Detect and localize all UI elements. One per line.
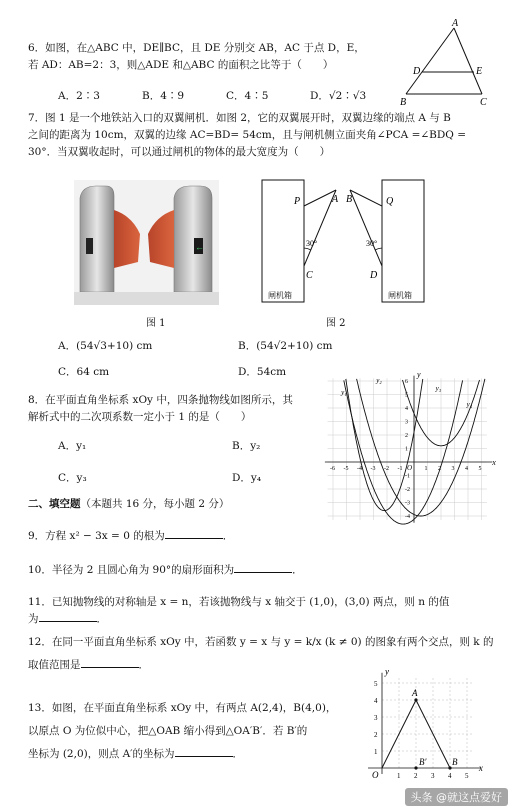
y-tick-label: 2 [405,433,408,439]
x-tick-label: 3 [451,466,455,472]
q7-line3: 30°．当双翼收起时，可以通过闸机的物体的最大宽度为（ ） [28,146,331,158]
x-tick-label: 4 [448,772,452,780]
q8-line1: 8．在平面直角坐标系 xOy 中，四条抛物线如图所示，其 [28,394,293,406]
question-12: 12．在同一平面直角坐标系 xOy 中，若函数 y = x 与 y = k/x (k ≠ 0) 的图象有两个交点，则 k 的 取值范围是 ． [28,634,498,674]
y-tick-label: 6 [405,379,408,385]
x-tick-label: -2 [384,466,389,472]
q12-answer-blank[interactable] [81,657,139,668]
question-10: 10．半径为 2 且圆心角为 90°的扇形面积为 ． [28,564,303,576]
point [414,766,417,769]
y-tick-label: -1 [405,473,410,480]
watermark: 头条 @就这点爱好 [405,788,509,806]
q6-triangle-figure [396,18,496,106]
point-b-label: B [452,757,458,767]
q7-option-b[interactable]: B．(54√2+10) cm [238,340,333,352]
label-b: B [400,97,407,108]
label-q: Q [386,196,394,207]
label-b: B [346,194,353,205]
x-tick-label: -3 [370,466,376,472]
q10-answer-blank[interactable] [234,562,292,573]
parabola-y3 [357,379,485,516]
question-11: 11．已知抛物线的对称轴是 x = n，若该抛物线与 x 轴交于 (1,0)，(3,0) 两点，则 n 的值 为 ． [28,594,498,628]
label-d: D [413,66,421,77]
origin-label: O [372,770,379,780]
q8-line2: 解析式中的二次项系数一定小于 1 的是（ ） [28,411,252,423]
x-tick-label: 2 [438,466,441,472]
q11-answer-blank[interactable] [39,611,97,622]
x-tick-label: -6 [330,466,335,472]
x-tick-label: -5 [343,466,349,472]
q7-line1: 7．图 1 是一个地铁站入口的双翼闸机．如图 2，它的双翼展开时，双翼边缘的端点 A 与 B [28,112,451,124]
label-a: A [452,18,459,29]
q8-option-a[interactable]: A．y₁ [58,440,87,452]
x-tick-label: 4 [465,466,468,472]
question-8 [28,392,318,426]
label-c: C [480,97,487,108]
label-e: E [476,66,483,77]
question-7 [28,110,498,161]
point [414,698,417,701]
q7-option-c[interactable]: C．64 cm [58,366,110,378]
q7-line2: 之间的距离为 10cm，双翼的边缘 AC=BD= 54cm，且与闸机侧立面夹角∠PCA =∠BDQ = [28,129,467,141]
q6-line1: 6．如图，在△ABC 中，DE∥BC，且 DE 分别交 AB，AC 于点 D，E， [28,42,365,54]
q7-option-d[interactable]: D．54cm [238,366,287,378]
box-label-left: 闸机箱 [268,291,292,300]
y-tick-label: 3 [405,419,408,426]
q8-option-c[interactable]: C．y₃ [58,472,87,484]
curve-label: y₁ [341,388,347,397]
y-tick-label: 1 [405,446,408,453]
y-tick-label: 5 [374,680,378,688]
q11-line1: 11．已知抛物线的对称轴是 x = n，若该抛物线与 x 轴交于 (1,0)，(3,0) 两点，则 n 的值 [28,596,450,608]
q9-text: 9．方程 x² − 3x = 0 的根为 [28,530,165,542]
section-2-note: （本题共 16 分，每小题 2 分） [80,498,230,510]
q12-line2: 取值范围是 [28,659,81,671]
y-tick-label: 4 [405,406,408,412]
section-2-title: 二、填空题 [28,498,81,510]
q12-line1: 12．在同一平面直角坐标系 xOy 中，若函数 y = x 与 y = k/x (k ≠ 0) 的图象有两个交点，则 k 的 [28,636,494,648]
q13-line3: 坐标为 (2,0)，则点 A′的坐标为 [28,748,175,760]
x-tick-label: -4 [357,466,362,472]
parabola-graph [318,369,496,524]
q6-option-a[interactable]: A．2∶3 [58,90,100,102]
point-b-prime-label: B′ [419,757,427,767]
q6-option-d[interactable]: D．√2∶√3 [310,90,367,102]
y-tick-label: 1 [374,748,378,756]
angle-left: 30° [306,239,318,248]
q7-option-a[interactable]: A．(54√3+10) cm [58,340,153,352]
angle-right: 30° [366,239,378,248]
curve-label: y₂ [376,376,382,385]
y-tick-label: 3 [374,714,378,722]
x-tick-label: 3 [431,772,435,780]
question-9: 9．方程 x² − 3x = 0 的根为 ． [28,530,234,542]
y-tick-label: 5 [405,392,408,399]
point-a-label: A [412,688,418,698]
section-2-header [28,496,229,511]
curve-label: y₃ [435,384,442,393]
q6-option-c[interactable]: C．4∶5 [226,90,269,102]
origin-label: O [407,464,413,472]
x-tick-label: 5 [478,466,482,472]
fig1-caption: 图 1 [146,318,166,329]
q10-text: 10．半径为 2 且圆心角为 90°的扇形面积为 [28,564,235,576]
label-a: A [332,194,339,205]
label-d: D [370,270,378,281]
svg-text:←: ← [195,242,204,252]
q11-line2: 为 [28,613,39,625]
x-axis-label: x [478,763,483,773]
q8-option-d[interactable]: D．y₄ [232,472,262,484]
x-axis-label: x [492,458,496,467]
y-axis-label: y [417,369,421,379]
q8-option-b[interactable]: B．y₂ [232,440,261,452]
x-tick-label: 1 [397,772,401,780]
fig2-caption: 图 2 [326,318,346,329]
x-tick-label: 1 [424,466,428,472]
y-axis-label: y [385,666,389,677]
box-label-right: 闸机箱 [388,291,412,300]
y-tick-label: 2 [374,731,378,739]
turnstile-diagram [258,178,428,306]
x-tick-label: 2 [414,772,418,780]
label-p: P [294,196,301,207]
q9-answer-blank[interactable] [165,528,223,539]
turnstile-photo [74,180,219,305]
q13-line1: 13．如图，在平面直角坐标系 xOy 中，有两点 A(2,4)，B(4,0)， [28,702,337,714]
y-tick-label: -2 [405,487,410,493]
q6-option-b[interactable]: B．4∶9 [142,90,185,102]
label-c: C [306,270,313,281]
x-tick-label: -1 [397,466,403,472]
question-13: 13．如图，在平面直角坐标系 xOy 中，有两点 A(2,4)，B(4,0)， 以原点 O 为位似中心，把△OAB 缩小得到△OA′B′．若 B′的 坐标为 (2,0)，则点 A′的坐标为 ． [28,700,358,763]
q6-line2: 若 AD：AB=2：3，则△ADE 和△ABC 的面积之比等于（ ） [28,59,334,71]
y-tick-label: -3 [405,500,410,507]
curve-label: y₄ [466,400,473,409]
x-tick-label: 5 [465,772,469,780]
q13-answer-blank[interactable] [175,746,233,757]
y-tick-label: 4 [374,697,378,705]
q13-coordinate-figure [368,666,486,782]
y-tick-label: -4 [405,514,410,520]
q13-line2: 以原点 O 为位似中心，把△OAB 缩小得到△OA′B′．若 B′的 [28,725,308,737]
